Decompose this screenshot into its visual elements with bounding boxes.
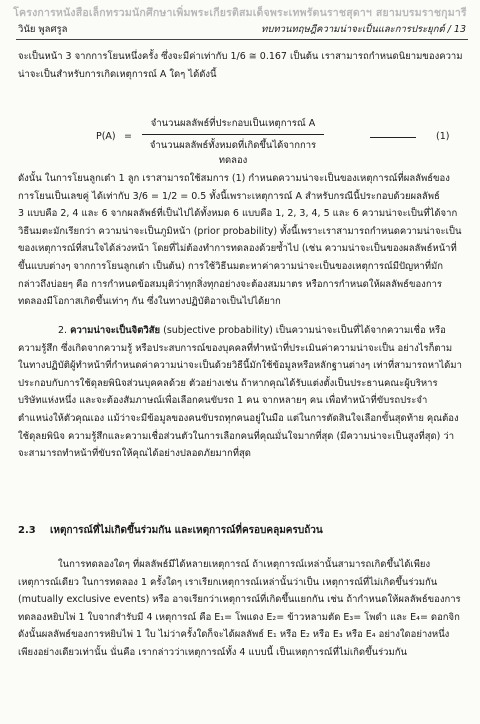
paragraph-prior-probability (18, 170, 464, 311)
header-divider (16, 39, 468, 40)
paragraph-line: ขึ้นแบบต่างๆ จากการโยนลูกเต๋า เป็นต้น) การใช้วิธีนมตะหาค่าความน่าจะเป็นของเหตุการณ์มีปัญหาที่มัก (18, 260, 444, 272)
paragraph-line: (mutually exclusive events) หรือ อาจเรียกว่าเหตุการณ์ที่เกิดขึ้นแยกกัน เช่น ถ้ากำหนดให้ผลลัพธ์ของการ (18, 594, 461, 606)
paragraph-line: ทดลองมีโอกาสเกิดขึ้นเท่าๆ กัน ซึ่งในทางปฏิบัติอาจเป็นไปได้ยาก (18, 296, 281, 308)
paragraph-line: ของเหตุการณ์ที่สนใจได้ล่วงหน้า โดยที่ไม่ต้องทำการทดลองด้วยซ้ำไป (เช่น ความน่าจะเป็นของผลลัพธ์หน้าที่ (18, 243, 457, 255)
paragraph-line: ประกอบกับการใช้ดุลยพินิจส่วนบุคคลด้วย ตัวอย่างเช่น ถ้าหากคุณได้รับแต่งตั้งเป็นประธานคณะผู้บริหาร (18, 377, 438, 389)
paragraph-line: จะสามารถทำหน้าที่ขับรถให้คุณได้อย่างปลอดภัยมากที่สุด (18, 448, 251, 460)
item-text: (subjective probability) เป็นความน่าจะเป็นที่ได้จากความเชื่อ หรือ (160, 325, 446, 336)
probability-formula (18, 112, 464, 166)
formula-denominator: จำนวนผลลัพธ์ทั้งหมดที่เกิดขึ้นได้จากการทดลอง (149, 140, 317, 166)
paragraph-line: เพียงอย่างเดียวเท่านั้น นั่นคือ เรากล่าวว่าเหตุการณ์ทั้ง 4 แบบนี้ เป็นเหตุการณ์ที่ไม่เกิดขึ้นร่วมกัน (18, 646, 408, 658)
paragraph-line: ดังนั้น ในการโยนลูกเต๋า 1 ลูก เราสามารถใช้สมการ (1) กำหนดความน่าจะเป็นของเหตุการณ์ที่ผลลัพธ์ของ (18, 173, 450, 184)
paragraph-first-line (18, 322, 464, 340)
paragraph-line: ดังนั้นผลลัพธ์ของการหยิบไพ่ 1 ใบ ไม่ว่าครั้งใดก็จะได้ผลลัพธ์ E₁ หรือ E₂ หรือ E₃ หรือ E₄ อย่างใดอย่างหนึ่ง (18, 629, 450, 641)
paragraph-line: ในการทดลองใดๆ ที่ผลลัพธ์มีได้หลายเหตุการณ์ ถ้าเหตุการณ์เหล่านั้นสามารถเกิดขึ้นได้เพียง (58, 559, 431, 570)
formula-lhs: P(A) (96, 131, 116, 142)
intro-paragraph (18, 48, 464, 83)
intro-line: น่าจะเป็นสำหรับการเกิดเหตุการณ์ A ใดๆ ได้ดังนี้ (18, 68, 217, 80)
item-number: 2. (58, 325, 68, 336)
paragraph-line: ใช้ดุลยพินิจ ความรู้สึกและความเชื่อส่วนตัวในการเลือกคนที่คุณมั่นใจมากที่สุด (มีความน่าจะเป็นสูงที่สุด) ว่า (18, 430, 455, 442)
formula-numerator: จำนวนผลลัพธ์ที่ประกอบเป็นเหตุการณ์ A (150, 118, 316, 129)
paragraph-mutually-exclusive (18, 556, 464, 662)
paragraph-line: วิธีนมตะมักเรียกว่า ความน่าจะเป็นภูมิหน้า (prior probability) ทั้งนี้เพราะเราสามารถกำหนดความน่าจะเป็น (18, 225, 462, 237)
formula-leader-line (370, 137, 416, 138)
paragraph-line: 3 แบบคือ 2, 4 และ 6 จากผลลัพธ์ที่เป็นไปได้ทั้งหมด 6 แบบคือ 1, 2, 3, 4, 5 และ 6 ความน่าจะเป็นที่ได้จาก (18, 208, 458, 220)
paragraph-line: เหตุการณ์เดียว ในการทดลอง 1 ครั้งใดๆ เราเรียกเหตุการณ์เหล่านั้นว่าเป็น เหตุการณ์ที่ไม่เกิดขึ้นร่วมกัน (18, 576, 438, 588)
section-heading (18, 523, 464, 538)
paragraph-line: ในทางปฏิบัติผู้ทำหน้าที่กำหนดค่าความน่าจะเป็นด้วยวิธีนี้มักใช้ข้อมูลหรือหลักฐานต่างๆ เท่าที่สามารถหาได้มา (18, 360, 462, 372)
paragraph-line: กล่าวถึงบ่อยๆ คือ การกำหนดข้อสมมุติว่าทุกสิ่งทุกอย่างจะต้องสมมาตร หรือการกำหนดให้ผลลัพธ์ของการ (18, 278, 443, 290)
paragraph-subjective-probability (18, 322, 464, 463)
formula-equals: = (124, 131, 132, 142)
paragraph-line: ความรู้สึก ซึ่งเกิดจากความรู้ หรือประสบการณ์ของบุคคลที่ทำหน้าที่ประเมินค่าความน่าจะเป็น อย่างไรก็ตาม (18, 342, 453, 354)
watermark-text: โครงการหนังสือเล็กทรวมนักศึกษาเพิ่มพระเกียรติสมเด็จพระเทพรัตนราชสุดาฯ สยามบรมราชกุมารี (13, 7, 467, 19)
header-author: วินัย พูลศรูล (18, 24, 68, 35)
intro-line: จะเป็นหน้า 3 จากการโยนหนึ่งครั้ง ซึ่งจะมีค่าเท่ากับ 1/6 ≅ 0.167 เป็นต้น เราสามารถกำหนดนิยามของความ (18, 51, 463, 62)
paragraph-line: ทดลองหยิบไพ่ 1 ใบจากสำรับมี 4 เหตุการณ์ คือ E₁= โพแดง E₂= ข้าวหลามตัด E₃= โพดำ และ E₄= ดอกจิก (18, 611, 460, 623)
item-heading: ความน่าจะเป็นจิตวิสัย (70, 325, 161, 336)
section-title: เหตุการณ์ที่ไม่เกิดขึ้นร่วมกัน และเหตุการณ์ที่ครอบคลุมครบถ้วน (50, 525, 323, 536)
fraction-bar (142, 134, 324, 135)
running-header (18, 22, 466, 36)
paragraph-line: บริษัทแห่งหนึ่ง และจะต้องสัมภาษณ์เพื่อเลือกคนขับรถ 1 คน จากหลายๆ คน เพื่อทำหน้าที่ขับรถประจำ (18, 395, 428, 407)
header-chapter-page: ทบทวนทฤษฎีความน่าจะเป็นและการประยุกต์ / 13 (261, 24, 466, 35)
paragraph-line: ตำแหน่งให้ตัวคุณเอง แม้ว่าจะมีข้อมูลของคนขับรถทุกคนอยู่ในมือ แต่ในการตัดสินใจเลือกขั้นสุดท้าย คุณต้อง (18, 412, 459, 424)
equation-number: (1) (436, 131, 450, 142)
section-number: 2.3 (18, 525, 36, 536)
paragraph-line: การโยนเป็นเลขคู่ ได้เท่ากับ 3/6 = 1/2 = 0.5 ทั้งนี้เพราะเหตุการณ์ A สำหรับกรณีนี้ประกอบด้วยผลลัพธ์ (18, 190, 440, 202)
